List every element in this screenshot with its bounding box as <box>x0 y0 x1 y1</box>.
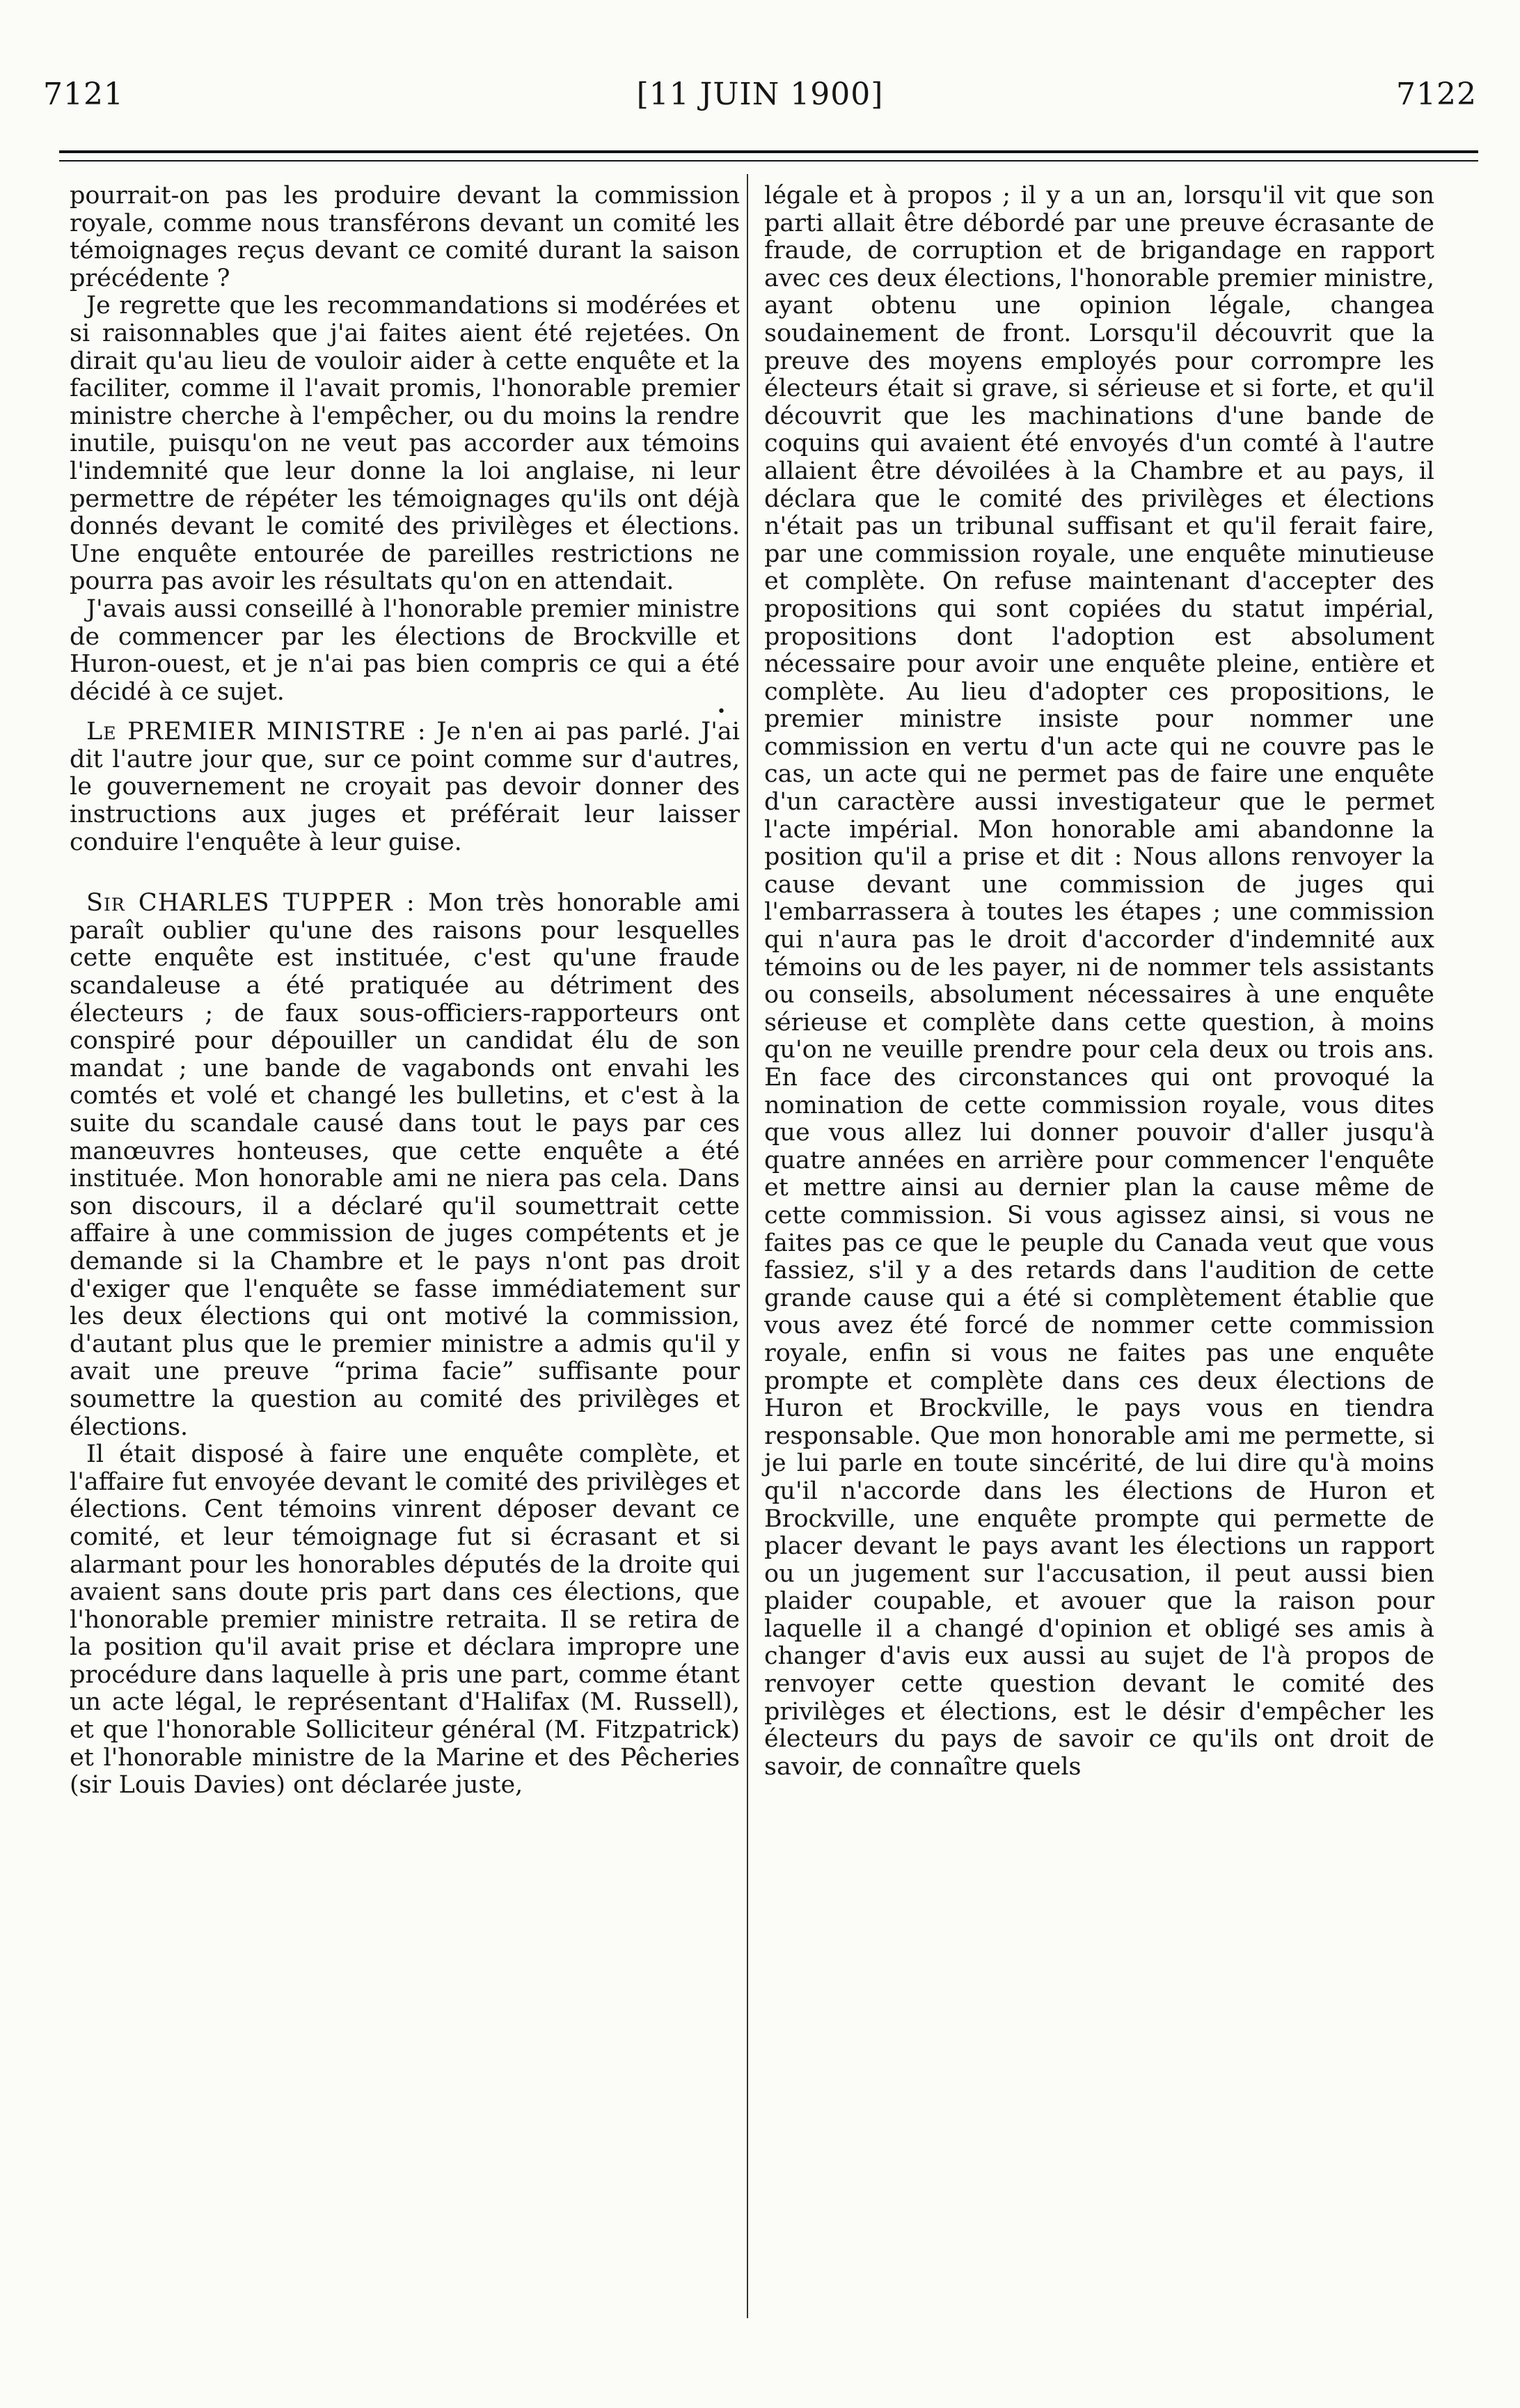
left-column <box>70 182 740 2380</box>
speech-text: Je n'en ai pas parlé. J'ai dit l'autre jour que, sur ce point comme sur d'autres, le gouvernement ne croyait pas devoir donner des instructions aux juges et préférait leur laisser conduire l'enquête à leur guise. <box>70 718 740 856</box>
speech-charles-tupper <box>70 890 740 1441</box>
speech-text: Mon très honorable ami paraît oublier qu'une des raisons pour lesquelles cette enquête est instituée, c'est qu'une fraude scandaleuse a été pratiquée au détriment des électeurs ; de faux sous-officiers-rapporteurs ont conspiré pour dépouiller un candidat élu de son mandat ; une bande de vagabonds ont envahi les comtés et volé et changé les bulletins, et c'est à la suite du scandale causé dans tout le pays par ces manœuvres honteuses, que cette enquête a été instituée. Mon honorable ami ne niera pas cela. Dans son discours, il a déclaré qu'il soumettrait cette affaire à une commission de juges compétents et je demande si la Chambre et le pays n'ont pas droit d'exiger que l'enquête se fasse immédiatement sur les deux élections qui ont motivé la commission, d'autant plus que le premier ministre a admis qu'il y avait une preuve “prima facie” suffisante pour soumettre la question au comité des privilèges et élections. <box>70 889 741 1441</box>
paragraph: pourrait-on pas les produire devant la commission royale, comme nous transférons devant un comité les témoignages reçus devant ce comité durant la saison précédente ? <box>70 182 740 292</box>
speech-premier-ministre <box>70 718 740 856</box>
right-column <box>764 182 1434 2380</box>
right-page-number: 7122 <box>1396 76 1477 112</box>
speaker-name: Le PREMIER MINISTRE : <box>86 718 427 746</box>
header-date: [11 JUIN 1900] <box>636 76 884 112</box>
paragraph: Je regrette que les recommandations si modérées et si raisonnables que j'ai faites aient été rejetées. On dirait qu'au lieu de vouloir aider à cette enquête et la faciliter, comme il l'avait promis, l'honorable premier ministre cherche à l'empêcher, ou du moins la rendre inutile, puisqu'on ne veut pas accorder aux témoins l'indemnité que leur donne la loi anglaise, ni leur permettre de répéter les témoignages qu'ils ont déjà donnés devant le comité des privilèges et élections. Une enquête entourée de pareilles restrictions ne pourra pas avoir les résultats qu'on en attendait. <box>70 292 740 596</box>
speaker-name: Sir CHARLES TUPPER : <box>86 889 415 918</box>
left-page-number: 7121 <box>43 76 124 112</box>
header-rule-thin <box>59 160 1478 162</box>
header-rule-thick <box>59 150 1478 153</box>
paragraph: légale et à propos ; il y a un an, lorsqu'il vit que son parti allait être débordé par une preuve écrasante de fraude, de corruption et de brigandage en rapport avec ces deux élections, l'honorable premier ministre, ayant obtenu une opinion légale, changea soudainement de front. Lorsqu'il découvrit que la preuve des moyens employés pour corrompre les électeurs était si grave, si sérieuse et si forte, et qu'il découvrit que les machinations d'une bande de coquins qui avaient été envoyés d'un comté à l'autre allaient être dévoilées à la Chambre et au pays, il déclara que le comité des privilèges et élections n'était pas un tribunal suffisant et qu'il ferait faire, par une commission royale, une enquête minutieuse et complète. On refuse maintenant d'accepter des propositions qui sont copiées du statut impérial, propositions dont l'adoption est absolument nécessaire pour avoir une enquête pleine, entière et complète. Au lieu d'adopter ces propositions, le premier ministre insiste pour nommer une commission en vertu d'un acte qui ne couvre pas le cas, un acte qui ne permet pas de faire une enquête d'un caractère aussi investigateur que le permet l'acte impérial. Mon honorable ami abandonne la position qu'il a prise et dit : Nous allons renvoyer la cause devant une commission de juges qui l'embarrassera à toutes les étapes ; une commission qui n'aura pas le droit d'accorder d'indemnité aux témoins ou de les payer, ni de nommer tels assistants ou conseils, absolument nécessaires à une enquête sérieuse et complète dans cette question, à moins qu'on ne veuille prendre pour cela deux ou trois ans. En face des circonstances qui ont provoqué la nomination de cette commission royale, vous dites que vous allez lui donner pouvoir d'aller jusqu'à quatre années en arrière pour commencer l'enquête et mettre ainsi au dernier plan la cause même de cette commission. Si vous agissez ainsi, si vous ne faites pas ce que le peuple du Canada veut que vous fassiez, s'il y a des retards dans l'audition de cette grande cause qui a été si complètement établie que vous avez été forcé de nommer cette commission royale, enfin si vous ne faites pas une enquête prompte et complète dans ces deux élections de Huron et Brockville, le pays vous en tiendra responsable. Que mon honorable ami me permette, si je lui parle en toute sincérité, de lui dire qu'à moins qu'il n'accorde dans les élections de Huron et Brockville, une enquête prompte qui permette de placer devant le pays avant les élections un rapport ou un jugement sur l'accusation, il peut aussi bien plaider coupable, et avouer que la raison pour laquelle il a changé d'opinion et obligé ses amis à changer d'avis eux aussi au sujet de l'à propos de renvoyer cette question devant le comité des privilèges et élections, est le désir d'empêcher les électeurs du pays de savoir ce qu'ils ont droit de savoir, de connaître quels <box>764 182 1434 1781</box>
ornament-dot: • <box>717 703 726 721</box>
page-header <box>43 70 1477 118</box>
column-divider <box>747 174 748 2318</box>
paragraph: J'avais aussi conseillé à l'honorable premier ministre de commencer par les élections de Brockville et Huron-ouest, et je n'ai pas bien compris ce qui a été décidé à ce sujet. <box>70 595 740 706</box>
paragraph: Il était disposé à faire une enquête complète, et l'affaire fut envoyée devant le comité des privilèges et élections. Cent témoins vinrent déposer devant ce comité, et leur témoignage fut si écrasant et si alarmant pour les honorables députés de la droite qui avaient sans doute pris part dans ces élections, que l'honorable premier ministre retraita. Il se retira de la position qu'il avait prise et déclara impropre une procédure dans laquelle à pris une part, comme étant un acte légal, le représentant d'Halifax (M. Russell), et que l'honorable Solliciteur général (M. Fitzpatrick) et l'honorable ministre de la Marine et des Pêcheries (sir Louis Davies) ont déclarée juste, <box>70 1440 740 1800</box>
